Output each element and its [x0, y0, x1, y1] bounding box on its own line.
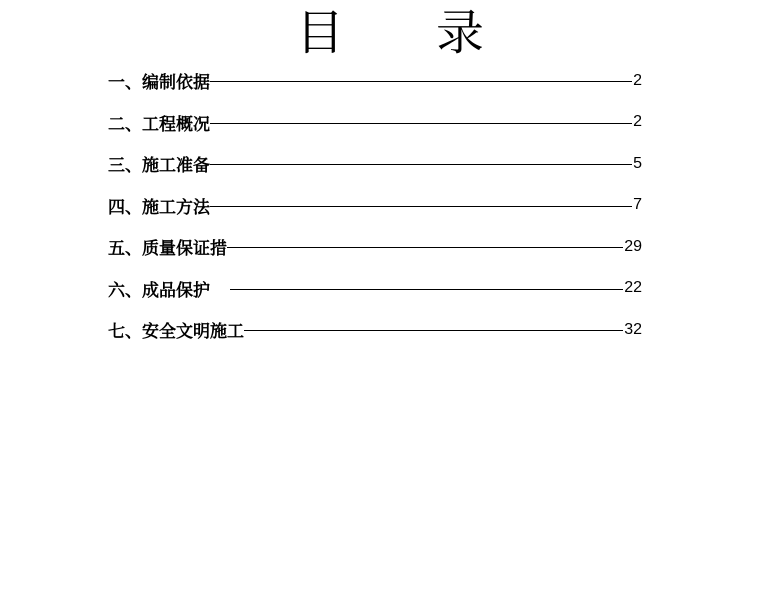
toc-entry[interactable] — [108, 102, 642, 144]
toc-leader-line — [210, 206, 632, 207]
toc-leader-line — [230, 289, 623, 290]
toc-entry-label: 五、质量保证措 — [108, 239, 227, 260]
table-of-contents — [108, 60, 642, 351]
toc-entry-page: 5 — [633, 154, 642, 172]
toc-entry[interactable] — [108, 226, 642, 268]
toc-entry-page: 32 — [624, 320, 642, 338]
toc-leader-line — [227, 247, 623, 248]
toc-entry-page: 7 — [633, 196, 642, 214]
toc-entry-label: 三、施工准备 — [108, 156, 210, 177]
title-char: 目 — [295, 5, 344, 61]
page-title — [0, 4, 780, 62]
toc-entry-label: 七、安全文明施工 — [108, 322, 244, 343]
toc-entry-page: 2 — [633, 113, 642, 131]
toc-entry[interactable] — [108, 268, 642, 310]
toc-entry-label: 六、成品保护 — [108, 280, 210, 301]
toc-entry[interactable] — [108, 60, 642, 102]
toc-entry-page: 22 — [624, 279, 642, 297]
toc-leader-line — [210, 123, 632, 124]
toc-entry-label: 一、编制依据 — [108, 73, 210, 94]
toc-leader-line — [210, 81, 632, 82]
toc-entry-page: 2 — [633, 71, 642, 89]
toc-entry-page: 29 — [624, 237, 642, 255]
title-char: 录 — [436, 5, 485, 61]
toc-entry[interactable] — [108, 185, 642, 227]
toc-leader-line — [210, 164, 632, 165]
toc-entry[interactable] — [108, 143, 642, 185]
toc-entry-label: 四、施工方法 — [108, 197, 210, 218]
toc-leader-line — [244, 330, 623, 331]
toc-entry[interactable] — [108, 309, 642, 351]
toc-entry-label: 二、工程概况 — [108, 114, 210, 135]
